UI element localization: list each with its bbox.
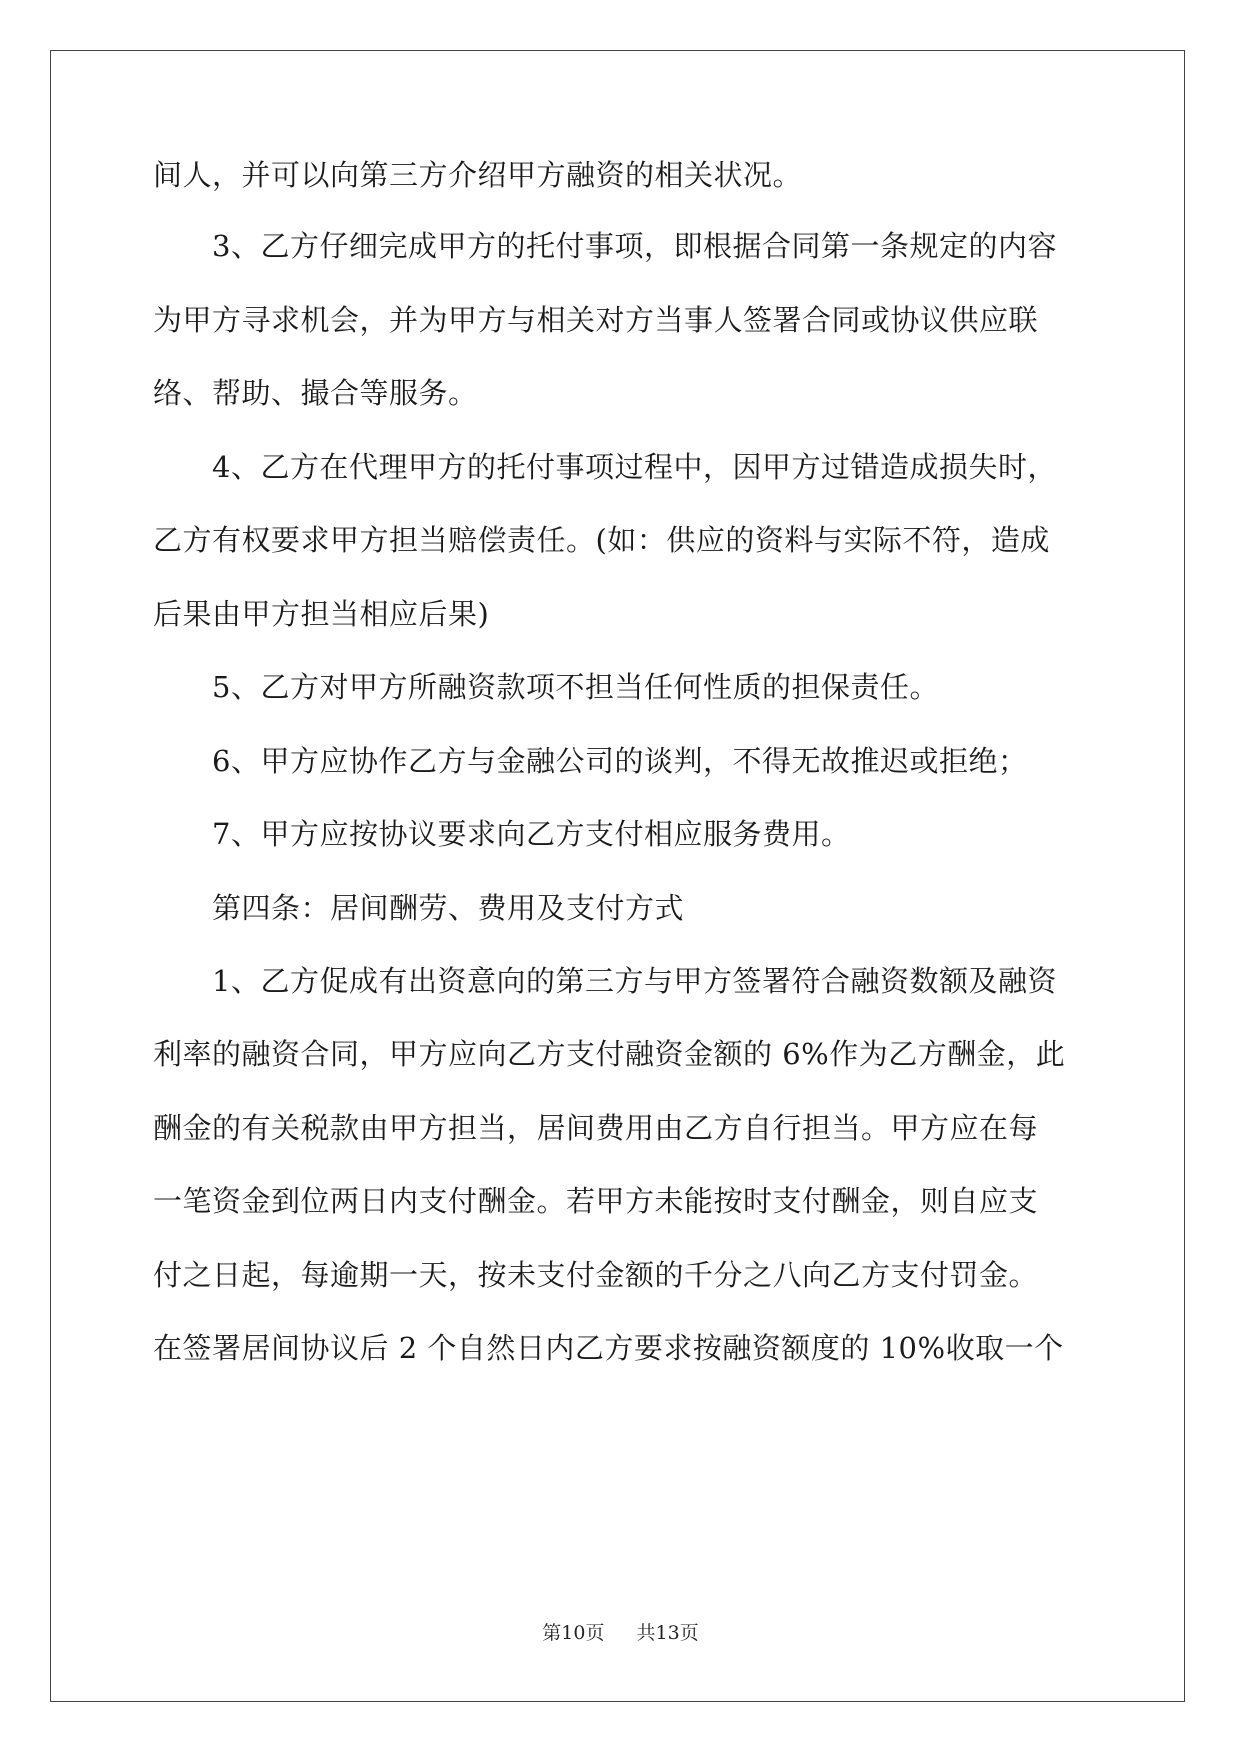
page-number: 第10页 [542, 1622, 605, 1644]
text-line: 后果由甲方担当相应后果) [153, 597, 490, 631]
text-line: 付之日起，每逾期一天，按未支付金额的千分之八向乙方支付罚金。 [153, 1258, 1039, 1292]
text-line: 利率的融资合同，甲方应向乙方支付融资金额的 6%作为乙方酬金，此 [153, 1037, 1066, 1071]
text-line: 3、乙方仔细完成甲方的托付事项，即根据合同第一条规定的内容 [212, 229, 1057, 263]
page-footer [0, 1618, 1241, 1645]
page-total: 共13页 [636, 1622, 699, 1644]
text-line: 5、乙方对甲方所融资款项不担当任何性质的担保责任。 [212, 670, 939, 704]
text-line: 为甲方寻求机会，并为甲方与相关对方当事人签署合同或协议供应联 [153, 303, 1039, 337]
text-line: 一笔资金到位两日内支付酬金。若甲方未能按时支付酬金，则自应支 [153, 1184, 1039, 1218]
text-line: 间人，并可以向第三方介绍甲方融资的相关状况。 [153, 158, 803, 192]
text-line: 6、甲方应协作乙方与金融公司的谈判，不得无故推迟或拒绝； [212, 744, 1028, 778]
page-border [50, 50, 1185, 1702]
text-line: 酬金的有关税款由甲方担当，居间费用由乙方自行担当。甲方应在每 [153, 1111, 1039, 1145]
text-line: 7、甲方应按协议要求向乙方支付相应服务费用。 [212, 817, 851, 851]
text-line: 1、乙方促成有出资意向的第三方与甲方签署符合融资数额及融资 [212, 964, 1057, 998]
text-line: 络、帮助、撮合等服务。 [153, 376, 478, 410]
text-line: 乙方有权要求甲方担当赔偿责任。(如：供应的资料与实际不符，造成 [153, 523, 1050, 557]
text-line: 4、乙方在代理甲方的托付事项过程中，因甲方过错造成损失时， [212, 450, 1057, 484]
section-heading: 第四条：居间酬劳、费用及支付方式 [212, 891, 685, 925]
text-line: 在签署居间协议后 2 个自然日内乙方要求按融资额度的 10%收取一个 [153, 1331, 1064, 1365]
